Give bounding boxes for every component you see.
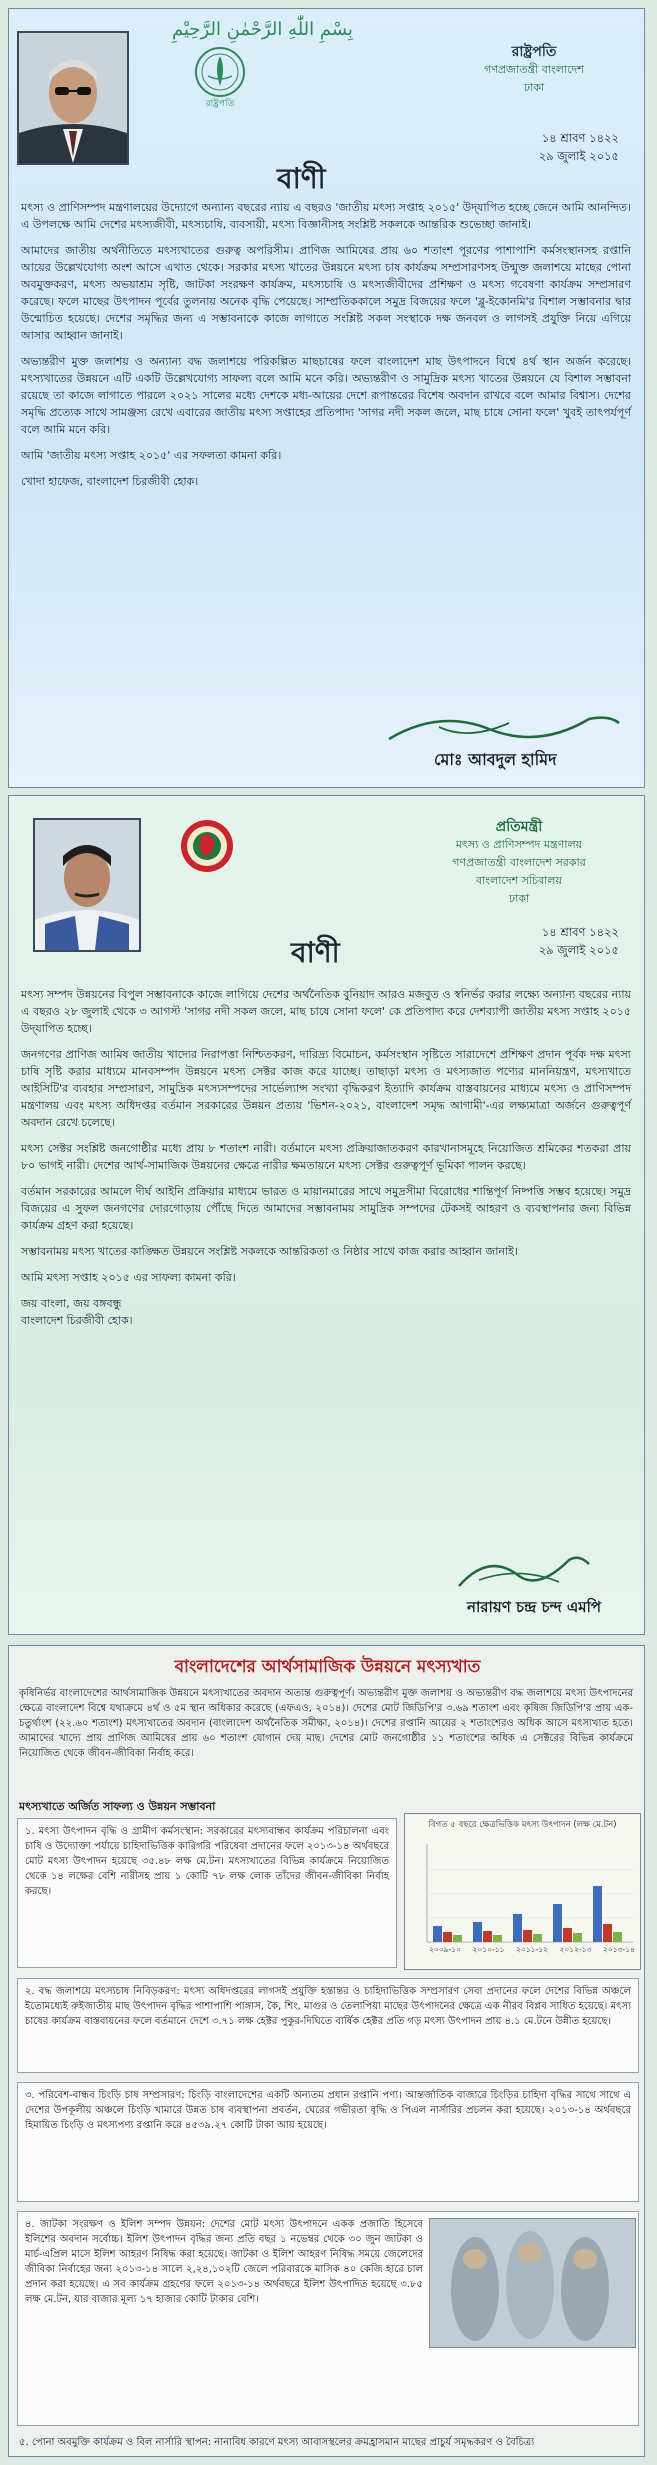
hilsa-fish-photo <box>429 2218 636 2348</box>
office-sub-1: গণপ্রজাতন্ত্রী বাংলাদেশ <box>484 63 584 76</box>
portrait-image <box>35 820 139 950</box>
office-title: রাষ্ট্রপতি <box>511 44 557 60</box>
state-minister-message-panel <box>8 795 645 1635</box>
seal-icon <box>179 818 235 874</box>
paragraph: জনগণের প্রাণিজ আমিষ জাতীয় খাদ্যের নিরাপত্তা নিশ্চিতকরণ, দারিদ্র্য বিমোচন, কর্মসংস্থান সৃষ্টিতে সারাদেশে প্রশিক্ষণ প্রদান পূর্বক দক্ষ মৎস্য চাষি সৃষ্টি করার মাধ্যমে মানবসম্পদ উন্নয়নে মৎস্য সেক্টর কাজ করে যাচ্ছে। তাছাড়া মৎস্য ও মৎস্যজাত পণ্যের মাননিয়ন্ত্রণ, মৎস্যখাতে আইসিটি'র ব্যবহার সম্প্রসারণ, সামুদ্রিক মৎস্যসম্পদের সার্ভেল্যান্স সংখ্যা বৃদ্ধিকরণ ইত্যাদি কার্যক্রম বাস্তবায়নের মাধ্যমে মৎস্য ও প্রাণিসম্পদ মন্ত্রণালয় এবং মৎস্য অধিদপ্তর বর্তমান সরকারের উন্নয়ন প্রত্যয় 'ভিশন-২০২১, বাংলাদেশ সমৃদ্ধ আগামী'-এর লক্ষ্যমাত্রা অর্জনে গুরুত্বপূর্ণ অবদান রেখে চলেছে। <box>21 1048 631 1129</box>
paragraph: জয় বাংলা, জয় বঙ্গবন্ধু বাংলাদেশ চিরজীবী হোক। <box>21 1297 133 1327</box>
item-5-text: ৫. পোনা অবমুক্তি কার্যক্রম ও বিল নার্সারি স্থাপন: নানাবিধ কারণে মৎস্য আবাসস্থলের ক্রমহ্রাসমান মাছের প্রাচুর্য সমৃদ্ধকরণ ও বৈচিত্র্য <box>19 2437 535 2448</box>
office-title: প্রতিমন্ত্রী <box>495 819 543 835</box>
office-sub-2: গণপ্রজাতন্ত্রী বাংলাদেশ সরকার <box>452 856 586 869</box>
date-gregorian: ২৯ জুলাই ২০১৫ <box>538 943 619 957</box>
bar <box>603 1924 612 1942</box>
message-body <box>21 199 631 499</box>
bar <box>433 1926 442 1942</box>
chart-title: বিগত ৫ বছরে ক্ষেত্রভিত্তিক মৎস্য উৎপাদন (লক্ষ মে.টন) <box>428 1820 617 1830</box>
paragraph: অভ্যন্তরীণ মুক্ত জলাশয় ও অন্যান্য বদ্ধ জলাশয়ে পরিকল্পিত মাছচাষের ফলে বাংলাদেশ মাছ উৎপাদনে বিশ্বে ৪র্থ স্থান অর্জন করেছে। মৎস্যখাতের উন্নয়নে এটি একটি উল্লেখযোগ্য সাফল্য বলে আমি মনে করি। অভ্যন্তরীণ ও সামুদ্রিক মৎস্য খাতের উন্নয়নে যে বিশাল সম্ভাবনা রয়েছে তা কাজে লাগাতে পারলে ২০২১ সালের মধ্যে দেশকে মধ্য-আয়ের দেশে রূপান্তরের বিশেষ অবদান রাখবে বলে আমার বিশ্বাস। দেশের সমৃদ্ধি প্রত্যেক সাথে সামঞ্জস্য রেখে এবারের জাতীয় মৎস্য সপ্তাহের প্রতিপাদ্য 'সাগর নদী সকল জলে, মাছ চাষে সোনা ফলে' খুবই তাৎপর্যপূর্ণ বলে আমি মনে করি। <box>21 355 631 436</box>
item-box-1: ১. মৎস্য উৎপাদন বৃদ্ধি ও গ্রামীণ কর্মসংস্থান: সরকারের মৎস্যবান্ধব কার্যক্রম পরিচালনা এবং চাষি ও উদ্যোক্তা পর্যায়ে চাহিদাভিত্তিক কারিগরি পরিষেবা প্রদানের ফলে ২০১৩-১৪ অর্থবছরে মোট মৎস্য উৎপাদন হয়েছে ৩৫.৪৮ লক্ষ মে.টন। মৎস্যখাতের বিভিন্ন কার্যক্রমে নিয়োজিত থেকে ১৪ লক্ষের বেশি নারীসহ প্রায় ১ কোটি ৭৮ লক্ষ লোক তাঁদের জীবন-জীবিকা নির্বাহ করছে। <box>17 1818 397 1968</box>
bar <box>563 1928 572 1942</box>
office-sub-4: ঢাকা <box>508 892 530 905</box>
paragraph: মৎস্য সম্পদ উন্নয়নের বিপুল সম্ভাবনাকে কাজে লাগিয়ে দেশের অর্থনৈতিক বুনিয়াদ আরও মজবুত ও স্বনির্ভর করার লক্ষ্যে অন্যান্য বছরের ন্যায় এ বছরও ২৮ জুলাই থেকে ৩ আগস্ট 'সাগর নদী সকল জলে, মাছ চাষে সোনা ফলে' কে প্রতিপাদ্য করে দেশব্যাপী জাতীয় মৎস্য সপ্তাহ ২০১৫ উদ্‌যাপিত হচ্ছে। <box>21 988 631 1035</box>
government-seal <box>179 818 235 874</box>
signatory-name: মোঃ আবদুল হামিদ <box>434 750 557 769</box>
item-box-3: ৩. পরিবেশ-বান্ধব চিংড়ি চাষ সম্প্রসারণ: চিংড়ি বাংলাদেশের একটি অন্যতম প্রধান রপ্তানি পণ্য। আন্তর্জাতিক বাজারে চিংড়ির চাহিদা বৃদ্ধির সাথে সাথে এ দেশের উপকূলীয় অঞ্চলে চিংড়ি খামারে উন্নত চাষ ব্যবস্থাপনা প্রবর্তন, ঘেরের গভীরতা বৃদ্ধি ও পিএল নার্সারির প্রচলন করা হয়েছে। ২০১৩-১৪ অর্থবছরে হিমায়িত চিংড়ি ও মৎস্যপণ্য রপ্তানি করে ৪৫৩৯.২৭ কোটি টাকা আয় হয়েছে। <box>17 2082 639 2202</box>
paragraph: সম্ভাবনাময় মৎস্য খাতের কাঙ্ক্ষিত উন্নয়নে সংশ্লিষ্ট সকলকে আন্তরিকতা ও নিষ্ঠার সাথে কাজ করার আহ্বান জানাই। <box>21 1245 518 1258</box>
emblem-label: রাষ্ট্রপতি <box>205 99 235 109</box>
paragraph: মৎস্য ও প্রাণিসম্পদ মন্ত্রণালয়ের উদ্যোগে অন্যান্য বছরের ন্যায় এ বছরও 'জাতীয় মৎস্য সপ্তাহ ২০১৫' উদ্‌যাপিত হচ্ছে জেনে আমি আনন্দিত। এ উপলক্ষে আমি দেশের মৎস্যজীবী, মৎস্যচাষি, ব্যবসায়ী, মৎস্য বিজ্ঞানীসহ সংশ্লিষ্ট সকলকে আন্তরিক শুভেচ্ছা জানাই। <box>21 201 631 231</box>
bar-group <box>433 1886 622 1942</box>
office-sub-1: মৎস্য ও প্রাণিসম্পদ মন্ত্রণালয় <box>455 838 583 851</box>
article-title: বাংলাদেশের আর্থসামাজিক উন্নয়নে মৎস্যখাত <box>174 1657 481 1677</box>
date-bangla: ১৪ শ্রাবণ ১৪২২ <box>541 925 619 939</box>
paragraph: খোদা হাফেজ, বাংলাদেশ চিরজীবী হোক। <box>21 475 199 488</box>
bar <box>573 1933 582 1942</box>
paragraph: আমি 'জাতীয় মৎস্য সপ্তাহ ২০১৫' এর সফলতা কামনা করি। <box>21 449 282 462</box>
minister-photo <box>33 818 141 952</box>
x-tick: ২০১২-১৩ <box>559 1945 592 1954</box>
office-sub-2: ঢাকা <box>523 81 545 94</box>
bar <box>613 1932 622 1942</box>
office-block <box>439 43 629 97</box>
signature-mark <box>449 1546 599 1596</box>
x-tick: ২০০৯-১০ <box>429 1945 461 1954</box>
date-block <box>429 129 619 165</box>
bar <box>473 1922 482 1942</box>
office-block <box>404 818 634 908</box>
date-bangla: ১৪ শ্রাবণ ১৪২২ <box>541 131 619 145</box>
bar <box>483 1931 492 1942</box>
president-message-panel <box>8 8 645 788</box>
paragraph: আমাদের জাতীয় অর্থনীতিতে মৎস্যখাতের গুরুত্ব অপরিসীম। প্রাণিজ আমিষের প্রায় ৬০ শতাংশ পূরণের পাশাপাশি কর্মসংস্থানসহ রপ্তানি আয়ের উল্লেখযোগ্য অংশ আসে এখাত থেকে। সরকার মৎস্য খাতের উন্নয়নে মৎস্য চাষ কার্যক্রম সম্প্রসারণসহ উন্মুক্ত জলাশয়ে মাছের পোনা অবমুক্তকরণ, মৎস্য অভয়াশ্রম সৃষ্টি, জাটকা সংরক্ষণ কার্যক্রম, মৎস্যচাষি ও মৎস্যজীবীদের প্রশিক্ষণ ও মৎস্য গবেষণা কার্যক্রম সম্প্রসারণ করেছে। ফলে মাছের উৎপাদন পূর্বের তুলনায় অনেক বৃদ্ধি পেয়েছে। সাম্প্রতিককালে সমুদ্র বিজয়ের ফলে 'ব্লু-ইকোনমি'র বিশাল সম্ভাবনার দ্বার উন্মোচিত হয়েছে। দেশের সমৃদ্ধির জন্য এ সম্ভাবনাকে কাজে লাগাতে সংশ্লিষ্ট সকল সংস্থাকে দক্ষ জনবল ও লাগসই প্রযুক্তি নিয়ে এগিয়ে আসার আহ্বান জানাই। <box>21 244 631 342</box>
bar <box>453 1935 462 1942</box>
date-gregorian: ২৯ জুলাই ২০১৫ <box>538 149 619 163</box>
item-box-4: ৪. জাটকা সংরক্ষণ ও ইলিশ সম্পদ উন্নয়ন: দেশের মোট মৎস্য উৎপাদনে একক প্রজাতি হিসেবে ইলিশের অবদান সর্বোচ্চ। ইলিশ উৎপাদন বৃদ্ধির জন্য প্রতি বছর ১ নভেম্বর থেকে ৩০ জুন জাটকা ও মার্চ-এপ্রিল মাসে ইলিশ আহরণ নিষিদ্ধ করা হয়েছে। জাটকা ও ইলিশ আহরণ নিষিদ্ধ সময়ে জেলেদের জীবিকা নির্বাহের জন্য ২০১৩-১৪ সালে ২,২৪,১০২টি জেলে পরিবারকে মাসিক ৪০ কেজি হারে চাল প্রদান করা হয়েছে। এ সব কার্যক্রম গ্রহণের ফলে ২০১৩-১৪ অর্থবছরে ইলিশ উৎপাদিত হয়েছে ৩.৮৫ লক্ষ মে.টন, যার বাজার মূল্য ১৭ হাজার কোটি টাকার বেশি। <box>17 2211 639 2426</box>
bar <box>533 1934 542 1942</box>
bar <box>593 1886 602 1942</box>
bar <box>523 1930 532 1942</box>
signature-mark <box>379 699 629 749</box>
chart-x-ticks <box>429 1945 635 1957</box>
bar <box>493 1935 502 1942</box>
message-body <box>21 986 631 1338</box>
message-heading: বাণী <box>291 936 340 969</box>
bismillah-calligraphy: بِسْمِ اللّٰهِ الرَّحْمٰنِ الرَّحِيْمِ <box>172 19 353 40</box>
section-subheading: মৎস্যখাতে অর্জিত সাফল্য ও উন্নয়ন সম্ভাবনা <box>19 1800 216 1813</box>
x-tick: ২০১৩-১৪ <box>603 1945 635 1954</box>
signatory-name: নারায়ণ চন্দ্র চন্দ এমপি <box>467 1598 602 1616</box>
portrait-image <box>19 33 127 163</box>
item-box-2: ২. বদ্ধ জলাশয়ে মৎস্যচাষ নিবিড়করণ: মৎস্য অধিদপ্তরের লাগসই প্রযুক্তি হস্তান্তর ও চাহিদাভিত্তিক সম্প্রসারণ সেবা প্রদানের ফলে দেশের বিভিন্ন অঞ্চলে ইতোমধ্যেই রুইজাতীয় মাছ উৎপাদন বৃদ্ধির পাশাপাশি পাঙ্গাস, কৈ, শিং, মাগুর ও তেলাপিয়া মাছের উৎপাদনের ক্ষেত্রে এক নীরব বিপ্লব সাধিত হয়েছে। মৎস্য চাষের কার্যক্রম বাস্তবায়নের ফলে বর্তমানে দেশে ৩.৭১ লক্ষ হেক্টর পুকুর-দিঘিতে বার্ষিক হেক্টর প্রতি গড় মৎস্য উৎপাদন প্রায় ৪.১ মে.টনে উন্নীত হয়েছে। <box>17 1978 639 2073</box>
fish-image <box>430 2219 635 2347</box>
x-tick: ২০১০-১১ <box>472 1945 505 1954</box>
production-chart <box>404 1813 641 1970</box>
date-block <box>429 923 619 959</box>
fisheries-sector-article <box>8 1645 645 2457</box>
bar <box>553 1904 562 1942</box>
paragraph: আমি মৎস্য সপ্তাহ ২০১৫ এর সাফল্য কামনা করি। <box>21 1271 236 1284</box>
bar <box>513 1914 522 1942</box>
bar <box>443 1932 452 1942</box>
x-tick: ২০১১-১২ <box>516 1945 548 1954</box>
presidential-emblem <box>192 46 248 110</box>
article-intro: কৃষিনির্ভর বাংলাদেশের আর্থসামাজিক উন্নয়নে মৎস্যখাতের অবদান অত্যন্ত গুরুত্বপূর্ণ। অভ্যন্তরীণ মুক্ত জলাশয় ও অভ্যন্তরীণ বদ্ধ জলাশয়ে মৎস্য উৎপাদনের ক্ষেত্রে বাংলাদেশ বিশ্বে যথাক্রমে ৪র্থ ও ৫ম স্থান অধিকার করেছে (এফএও, ২০১৪)। দেশের মোট জিডিপি'র ৩.৬৯ শতাংশ এবং কৃষিজ জিডিপি'র প্রায় এক-চতুর্থাংশ (২২.৬০ শতাংশ) মৎস্যখাতের অবদান (বাংলাদেশ অর্থনৈতিক সমীক্ষা, ২০১৪)। দেশের রপ্তানি আয়ের ২ শতাংশেরও অধিক আসে মৎস্যখাত হতে। আমাদের খাদ্যে প্রায় প্রাণিজ আমিষের প্রায় ৬০ শতাংশ যোগান দেয় মাছ। দেশের মোট জনগোষ্ঠীর ১১ শতাংশের অধিক এ সেক্টরের বিভিন্ন কার্যক্রমে নিয়োজিত থেকে জীবন-জীবিকা নির্বাহ করে। <box>19 1688 633 1759</box>
paragraph: বর্তমান সরকারের আমলে দীর্ঘ আইনি প্রক্রিয়ার মাধ্যমে ভারত ও মায়ানমারের সাথে সমুদ্রসীমা বিরোধের শান্তিপূর্ণ নিষ্পত্তি সম্ভব হয়েছে। সমুদ্র বিজয়ের এ সুফল জনগণের দোরগোড়ায় পৌঁছে দিতে আমাদের সম্ভাবনাময় সামুদ্রিক সম্পদের টেকসই আহরণ ও ব্যবস্থাপনার জন্য বিভিন্ন কার্যক্রম গ্রহণ করা হয়েছে। <box>21 1185 631 1232</box>
paragraph: মৎস্য সেক্টর সংশ্লিষ্ট জনগোষ্ঠীর মধ্যে প্রায় ৮ শতাংশ নারী। বর্তমানে মৎস্য প্রক্রিয়াজাতকরণ কারখানাসমূহে নিয়োজিত শ্রমিকের শতকরা প্রায় ৮০ ভাগই নারী। দেশের আর্থ-সামাজিক উন্নয়নের ক্ষেত্রে নারীর ক্ষমতায়নে মৎস্য সেক্টর গুরুত্বপূর্ণ ভূমিকা পালন করছে। <box>21 1142 631 1172</box>
president-photo <box>17 31 129 165</box>
office-sub-3: বাংলাদেশ সচিবালয় <box>476 874 562 887</box>
message-heading: বাণী <box>277 162 326 195</box>
